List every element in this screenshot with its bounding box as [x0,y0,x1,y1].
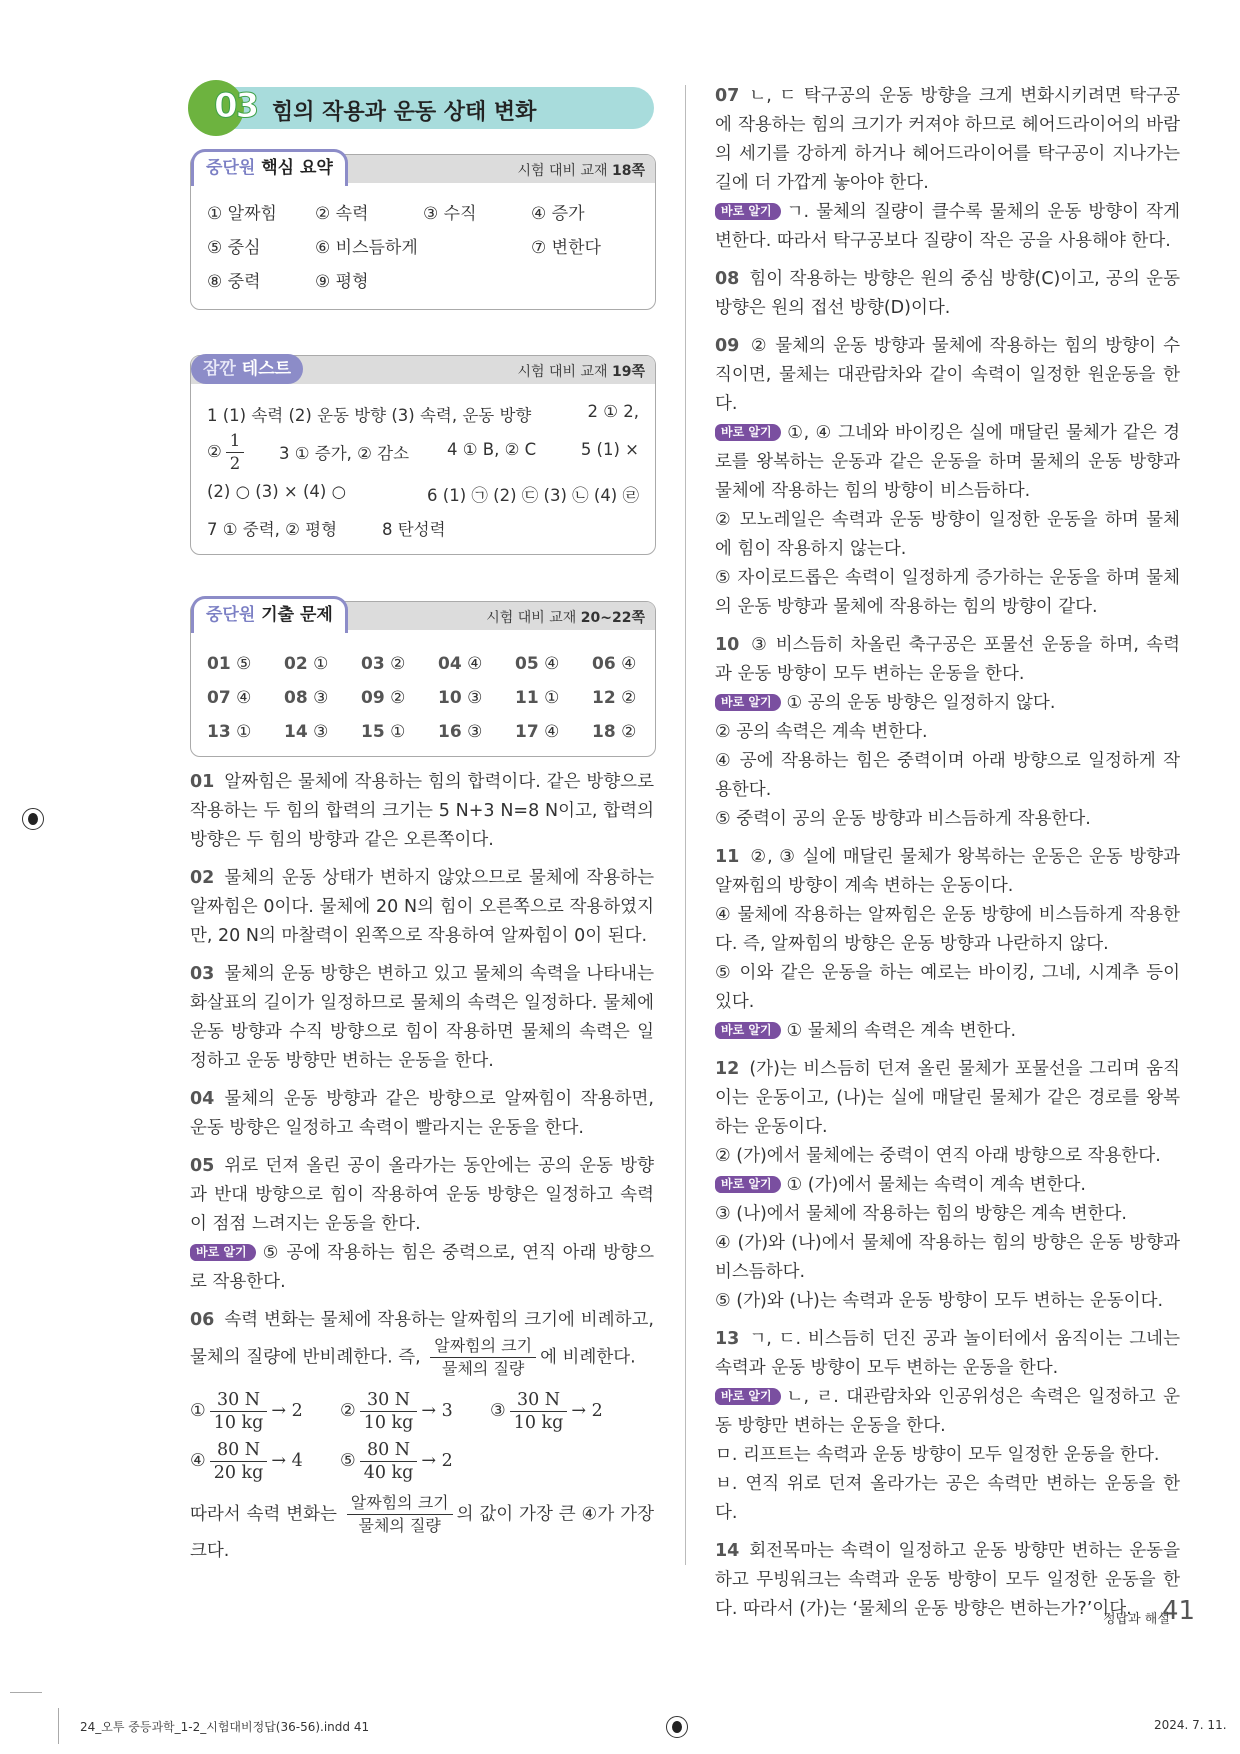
exam-answer [284,688,328,708]
answer-04 [190,1085,654,1143]
exam-answer [207,688,251,708]
explanation-line: ② (가)에서 물체에는 중력이 연직 아래 방향으로 작용한다. [715,1146,1161,1166]
answer-choice: ③ [467,722,483,742]
fraction [210,1389,268,1434]
answer-number: 06 [190,1310,215,1330]
answer-choice: ② [621,722,637,742]
calculation-item [340,1386,490,1436]
ref-label: 시험 대비 교재 [517,364,608,380]
question-number: 11 [515,688,539,708]
numerator: 알짜힘의 크기 [347,1492,453,1515]
question-number: 06 [592,654,616,674]
answer-choice: ① [236,722,252,742]
answer-02 [190,864,654,951]
result: → 2 [271,1401,303,1421]
answer-choice: ⑤ [236,654,252,674]
quiz-answer: 2 ① 2, [587,402,639,421]
numerator: 30 N [360,1389,418,1412]
summary-item: ② 속력 [315,204,369,224]
exam-answer [592,688,636,708]
quiz-answer: 8 탄성력 [382,520,446,539]
explanation-line: ㅂ. 연직 위로 던져 올라가는 공은 속력만 변하는 운동을 한다. [715,1474,1180,1523]
exam-answer [284,654,328,674]
correction-text: ⑤ 공에 작용하는 힘은 중력으로, 연직 아래 방향으로 작용한다. [190,1243,654,1292]
result: → 4 [271,1451,303,1471]
tab-prefix: 중단원 [206,605,256,625]
answer-choice: ④ [236,688,252,708]
answer-number: 02 [190,868,215,888]
question-number: 15 [361,722,385,742]
calculation-item [190,1386,340,1436]
result: → 2 [421,1451,453,1471]
question-number: 02 [284,654,308,674]
exam-answer [438,722,482,742]
quiz-answer-label: ② [207,442,222,461]
summary-item: ⑧ 중력 [207,272,261,292]
explanation-line: ④ 물체에 작용하는 알짜힘은 운동 방향에 비스듬하게 작용한다. 즉, 알짜힘의 방향은 운동 방향과 나란하지 않다. [715,905,1180,954]
page-title: 힘의 작용과 운동 상태 변화 [272,100,537,125]
answer-text: ②, ③ 실에 매달린 물체가 왕복하는 운동은 운동 방향과 알짜힘의 방향이 계속 변하는 운동이다. [715,847,1180,896]
crop-mark [10,1692,42,1693]
summary-item: ⑥ 비스듬하게 [315,238,418,258]
fraction [210,1439,268,1484]
quiz-tab [191,354,303,384]
choice-number: ① [190,1401,206,1421]
answer-choice: ④ [544,654,560,674]
question-number: 18 [592,722,616,742]
fraction [347,1492,453,1537]
answer-07 [715,82,1180,256]
denominator: 물체의 질량 [358,1516,441,1535]
question-number: 10 [438,688,462,708]
answer-text: (가)는 비스듬히 던져 올린 물체가 포물선을 그리며 움직이는 운동이고, (나)는 실에 매달린 물체가 같은 경로를 왕복하는 운동이다. [715,1059,1180,1137]
answer-text: 의 값이 가장 큰 ④가 가장 크다. [190,1504,654,1561]
fraction [360,1389,418,1434]
correction-badge: 바로 알기 [715,1176,781,1193]
calculation-item [340,1436,490,1486]
denominator: 2 [229,454,241,473]
answer-number: 14 [715,1541,740,1561]
correction-line [715,419,1180,506]
correction-badge: 바로 알기 [715,203,781,220]
summary-item: ① 알짜힘 [207,204,277,224]
fraction [226,430,245,475]
answer-text: ③ 비스듬히 차올린 축구공은 포물선 운동을 하며, 속력과 운동 방향이 모두 변하는 운동을 한다. [715,635,1180,684]
denominator: 물체의 질량 [441,1359,525,1378]
summary-item: ④ 증가 [531,204,585,224]
quiz-box [190,355,656,555]
ref-page: 20~22쪽 [580,610,645,626]
answer-number: 12 [715,1059,740,1079]
explanation-line: ⑤ 자이로드롭은 속력이 일정하게 증가하는 운동을 하며 물체의 운동 방향과 물체에 작용하는 힘의 방향이 같다. [715,568,1180,617]
tab-prefix: 잠깐 [203,359,236,379]
answer-text: 속력 변화는 물체에 작용하는 알짜힘의 크기에 비례하고, 물체의 질량에 반비례한다. 즉, [190,1310,654,1368]
answer-number: 08 [715,269,740,289]
explanation-line: ② 공의 속력은 계속 변한다. [715,722,928,742]
explanation-line: ② 모노레일은 속력과 운동 방향이 일정한 운동을 하며 물체에 힘이 작용하지 않는다. [715,510,1180,559]
question-number: 09 [361,688,385,708]
explanation-line: ⑤ (가)와 (나)는 속력과 운동 방향이 모두 변하는 운동이다. [715,1291,1164,1311]
summary-item: ⑤ 중심 [207,238,261,258]
answer-text: 에 비례한다. [540,1347,636,1368]
numerator: 30 N [510,1389,568,1412]
exam-answer [284,722,328,742]
left-column [190,768,654,1575]
answer-text: 알짜힘은 물체에 작용하는 힘의 합력이다. 같은 방향으로 작용하는 두 힘의 합력의 크기는 5 N+3 N=8 N이고, 합력의 방향은 두 힘의 방향과 같은 오른쪽이다. [190,772,654,850]
footer-file: 24_오투 중등과학_1-2_시험대비정답(36-56).indd 41 [80,1720,370,1734]
answer-choice: ② [390,688,406,708]
tab-title: 핵심 요약 [261,158,333,178]
quiz-answer: 4 ① B, ② C [447,440,537,459]
footer-date: 2024. 7. 11. [1154,1718,1227,1732]
right-column [715,82,1180,1633]
exam-answer [207,654,251,674]
answer-09 [715,332,1180,622]
explanation-line: ④ (가)와 (나)에서 물체에 작용하는 힘의 방향은 운동 방향과 비스듬하다. [715,1233,1180,1282]
summary-reference [517,160,645,180]
answer-11 [715,843,1180,1046]
explanation-line: ㅁ. 리프트는 속력과 운동 방향이 모두 일정한 운동을 한다. [715,1445,1160,1465]
denominator: 10 kg [213,1412,264,1433]
choice-number: ③ [490,1401,506,1421]
correction-line [715,689,1180,718]
result: → 3 [421,1401,453,1421]
correction-badge: 바로 알기 [715,1022,781,1039]
ref-page: 18쪽 [611,163,645,179]
result: → 2 [571,1401,603,1421]
question-number: 16 [438,722,462,742]
fraction [510,1389,568,1434]
answer-choice: ② [621,688,637,708]
answer-number: 11 [715,847,740,867]
answer-choice: ③ [467,688,483,708]
footer-section: 정답과 해설 [1103,1612,1170,1627]
exam-answer [592,654,636,674]
choice-number: ④ [190,1451,206,1471]
question-number: 03 [361,654,385,674]
summary-item: ③ 수직 [423,204,477,224]
answer-number: 03 [190,964,215,984]
correction-text: ①, ④ 그네와 바이킹은 실에 매달린 물체가 같은 경로를 왕복하는 운동과 같은 운동을 하며 물체의 운동 방향과 물체에 작용하는 힘의 방향이 비스듬하다. [715,423,1180,501]
answer-choice: ④ [467,654,483,674]
question-number: 17 [515,722,539,742]
answer-05 [190,1152,654,1297]
question-number: 14 [284,722,308,742]
registration-mark-icon [666,1716,688,1738]
quiz-reference [517,361,645,381]
tab-title: 테스트 [241,359,292,379]
question-number: 07 [207,688,231,708]
exam-reference [486,607,645,627]
answer-text: 따라서 속력 변화는 [190,1504,337,1525]
quiz-answer: 5 (1) × [580,440,639,459]
exam-answer [361,654,405,674]
exam-box [190,601,656,757]
correction-badge: 바로 알기 [715,1388,781,1405]
explanation-line: ④ 공에 작용하는 힘은 중력이며 아래 방향으로 일정하게 작용한다. [715,751,1180,800]
crop-mark [58,1708,59,1744]
numerator: 30 N [210,1389,268,1412]
question-number: 13 [207,722,231,742]
quiz-answer [207,430,248,475]
answer-choice: ① [544,688,560,708]
exam-answer [207,722,251,742]
explanation-line: ⑤ 중력이 공의 운동 방향과 비스듬하게 작용한다. [715,809,1091,829]
ref-page: 19쪽 [611,364,645,380]
choice-number: ⑤ [340,1451,356,1471]
numerator: 알짜힘의 크기 [430,1335,536,1358]
answer-01 [190,768,654,855]
explanation-line: ③ (나)에서 물체에 작용하는 힘의 방향은 계속 변한다. [715,1204,1127,1224]
summary-tab [191,149,348,186]
question-number: 04 [438,654,462,674]
answer-13 [715,1325,1180,1528]
correction-line [715,198,1180,256]
quiz-answer: 1 (1) 속력 (2) 운동 방향 (3) 속력, 운동 방향 [207,406,532,425]
answer-choice: ② [390,654,406,674]
correction-badge: 바로 알기 [715,694,781,711]
answer-choice: ① [313,654,329,674]
quiz-answer: 6 (1) ㉠ (2) ㉢ (3) ㉡ (4) ㉣ [427,486,639,505]
correction-badge: 바로 알기 [715,424,781,441]
answer-number: 04 [190,1089,215,1109]
answer-choice: ④ [544,722,560,742]
answer-choice: ③ [313,688,329,708]
answer-text: ㄱ, ㄷ. 비스듬히 던진 공과 놀이터에서 움직이는 그네는 속력과 운동 방향이 모두 변하는 운동을 한다. [715,1329,1180,1378]
answer-number: 09 [715,336,740,356]
answer-06 [190,1306,654,1566]
fraction [430,1335,536,1380]
answer-choice: ① [390,722,406,742]
explanation-line: ⑤ 이와 같은 운동을 하는 예로는 바이킹, 그네, 시계추 등이 있다. [715,963,1180,1012]
correction-text: ① 공의 운동 방향은 일정하지 않다. [786,693,1056,713]
answer-text: 물체의 운동 방향과 같은 방향으로 알짜힘이 작용하면, 운동 방향은 일정하고 속력이 빨라지는 운동을 한다. [190,1089,654,1138]
quiz-answer: 3 ① 증가, ② 감소 [279,444,410,463]
denominator: 10 kg [513,1412,564,1433]
correction-line [715,1383,1180,1441]
answer-text: 물체의 운동 방향은 변하고 있고 물체의 속력을 나타내는 화살표의 길이가 일정하므로 물체의 속력은 일정하다. 물체에 운동 방향과 수직 방향으로 힘이 작용하면 물체의 속력은 일정하고 운동 방향만 변하는 운동을 한다. [190,964,654,1071]
correction-badge: 바로 알기 [190,1244,256,1261]
denominator: 10 kg [363,1412,414,1433]
calculation-item [190,1436,340,1486]
answer-text: 힘이 작용하는 방향은 원의 중심 방향(C)이고, 공의 운동 방향은 원의 접선 방향(D)이다. [715,269,1180,318]
calculation-list [190,1386,654,1486]
tab-title: 기출 문제 [261,605,333,625]
exam-answer [592,722,636,742]
correction-line [715,1171,1180,1200]
exam-answer [438,688,482,708]
answer-number: 07 [715,86,740,106]
question-number: 01 [207,654,231,674]
exam-answer [515,722,559,742]
correction-text: ① 물체의 속력은 계속 변한다. [786,1021,1017,1041]
summary-item: ⑦ 변한다 [531,238,601,258]
answer-08 [715,265,1180,323]
exam-tab [191,596,348,633]
summary-box [190,154,656,310]
correction-line [715,1017,1180,1046]
choice-number: ② [340,1401,356,1421]
tab-prefix: 중단원 [206,158,256,178]
correction-text: ① (가)에서 물체는 속력이 계속 변한다. [786,1175,1086,1195]
answer-number: 13 [715,1329,740,1349]
answer-text: ㄴ, ㄷ 탁구공의 운동 방향을 크게 변화시키려면 탁구공에 작용하는 힘의 크기가 커져야 하므로 헤어드라이어의 바람의 세기를 강하게 하거나 헤어드라이어를 탁구공이 지나가는 길에 더 가깝게 놓아야 한다. [715,86,1180,193]
exam-answer [438,654,482,674]
exam-answer [361,688,405,708]
numerator: 80 N [360,1439,418,1462]
column-divider [685,85,686,1565]
quiz-answer: 7 ① 중력, ② 평형 [207,520,338,539]
correction-text: ㄴ, ㄹ. 대관람차와 인공위성은 속력은 일정하고 운동 방향만 변하는 운동을 한다. [715,1387,1180,1436]
correction-text: ㄱ. 물체의 질량이 클수록 물체의 운동 방향이 작게 변한다. 따라서 탁구공보다 질량이 작은 공을 사용해야 한다. [715,202,1180,251]
answer-number: 05 [190,1156,215,1176]
answer-choice: ③ [313,722,329,742]
denominator: 20 kg [213,1462,264,1483]
question-number: 05 [515,654,539,674]
ref-label: 시험 대비 교재 [486,610,577,626]
answer-text: 물체의 운동 상태가 변하지 않았으므로 물체에 작용하는 알짜힘은 0이다. 물체에 20 N의 힘이 오른쪽으로 작용하였지만, 20 N의 마찰력이 왼쪽으로 작용하여 알짜힘이 0이 된다. [190,868,654,946]
answer-text: 회전목마는 속력이 일정하고 운동 방향만 변하는 운동을 하고 무빙워크는 속력과 운동 방향이 모두 일정한 운동을 한다. 따라서 (가)는 ‘물체의 운동 방향은 변하는가?’이다. [715,1541,1180,1619]
calculation-item [490,1386,640,1436]
numerator: 1 [226,430,245,453]
quiz-answer: (2) ○ (3) × (4) ○ [207,482,346,501]
question-number: 08 [284,688,308,708]
summary-item: ⑨ 평형 [315,272,369,292]
answer-number: 01 [190,772,215,792]
exam-answer [361,722,405,742]
answer-choice: ④ [621,654,637,674]
page-number: 41 [1162,1596,1196,1626]
exam-answer [515,688,559,708]
answer-text: 위로 던져 올린 공이 올라가는 동안에는 공의 운동 방향과 반대 방향으로 힘이 작용하여 운동 방향은 일정하고 속력이 점점 느려지는 운동을 한다. [190,1156,654,1234]
denominator: 40 kg [363,1462,414,1483]
numerator: 80 N [210,1439,268,1462]
answer-12 [715,1055,1180,1316]
exam-answer [515,654,559,674]
answer-10 [715,631,1180,834]
question-number: 12 [592,688,616,708]
answer-03 [190,960,654,1076]
fraction [360,1439,418,1484]
answer-text: ② 물체의 운동 방향과 물체에 작용하는 힘의 방향이 수직이면, 물체는 대관람차와 같이 속력이 일정한 원운동을 한다. [715,336,1180,414]
ref-label: 시험 대비 교재 [517,163,608,179]
answer-number: 10 [715,635,740,655]
registration-mark-icon [22,808,44,830]
section-number: 03 [214,86,258,126]
